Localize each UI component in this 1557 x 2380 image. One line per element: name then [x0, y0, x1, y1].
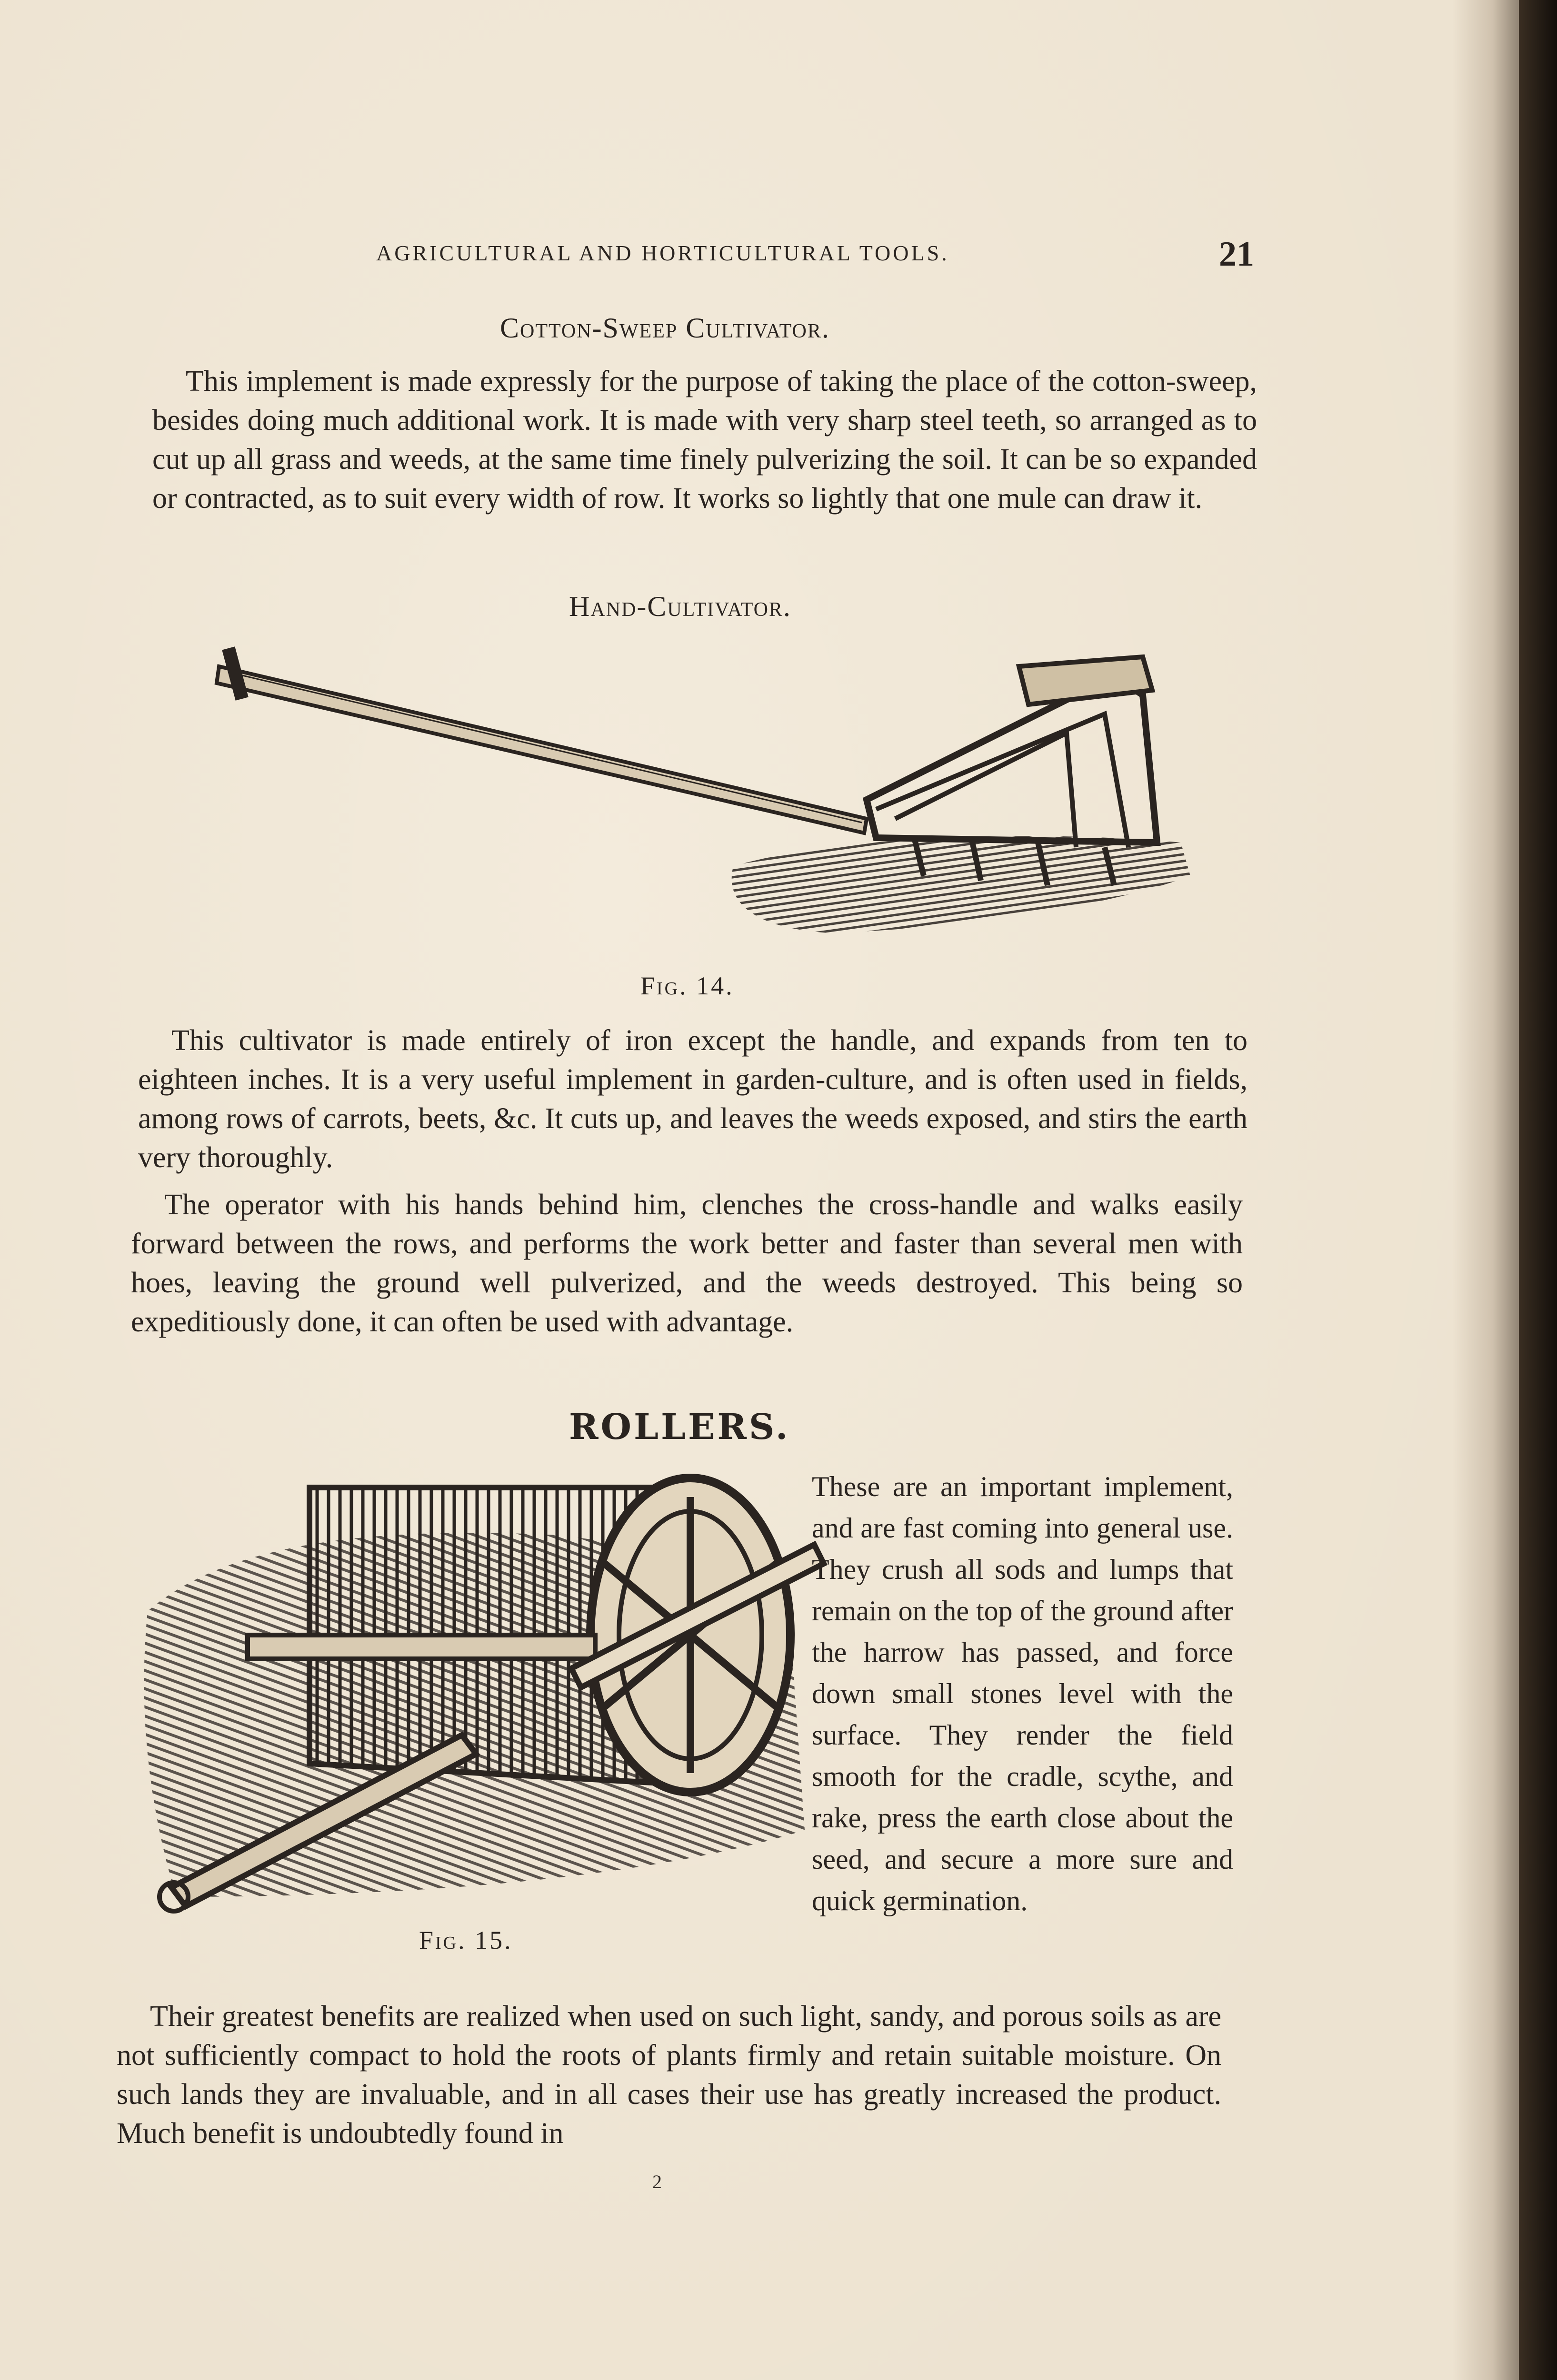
cotton-sweep-paragraph: This implement is made expressly for the purpose of taking the place of the cotton-sweep, besides doing much additional work. It is made with very sharp steel teeth, so arranged as to cut up all grass and weeds, at the same time finely pulverizing the soil. It can be so expanded or contracted, as to suit every width of row. It works so lightly that one mule can draw it.	[152, 365, 1257, 515]
roller-illustration	[129, 1468, 828, 1930]
figure-15-caption: Fig. 15.	[419, 1926, 513, 1954]
book-spine	[1519, 0, 1557, 2380]
rollers-heading: ROLLERS.	[569, 1407, 790, 1448]
rollers-side-paragraph: These are an important implement, and are fast coming into general use. They crush all sods and lumps that remain on the top of the ground after the harrow has passed, and force down small stones level with the surface. They render the field smooth for the cradle, scythe, and rake, press the earth close about the seed, and secure a more sure and quick germination.	[812, 1471, 1233, 1916]
cotton-sweep-heading: Cotton-Sweep Cultivator.	[500, 312, 830, 344]
hand-cultivator-paragraph-2: The operator with his hands behind him, clenches the cross-handle and walks easily forward between the rows, and performs the work better and faster than several men with hoes, leaving the ground well pulverized, and the weeds destroyed. This being so expeditiously done, it can often be used with advantage.	[131, 1189, 1243, 1338]
hand-cultivator-paragraph-1: This cultivator is made entirely of iron except the handle, and expands from ten to eighteen inches. It is a very useful implement in garden-culture, and is often used in fields, among rows of carrots, beets, &c. It cuts up, and leaves the weeds exposed, and stirs the earth very thoroughly.	[138, 1024, 1248, 1174]
rollers-paragraph: Their greatest benefits are realized when used on such light, sandy, and porous soils as are not sufficiently compact to hold the roots of plants firmly and retain suitable moisture. On such lands they are invaluable, and in all cases their use has greatly increased the product. Much benefit is undoubtedly found in	[117, 2000, 1221, 2150]
running-head: AGRICULTURAL AND HORTICULTURAL TOOLS.	[376, 241, 949, 265]
hand-cultivator-illustration	[210, 638, 1200, 952]
figure-14-caption: Fig. 14.	[640, 972, 734, 1000]
hand-cultivator-heading: Hand-Cultivator.	[569, 591, 791, 622]
page-number: 21	[1219, 235, 1254, 274]
page-edge-shadow	[1452, 0, 1519, 2380]
signature-mark: 2	[652, 2171, 662, 2192]
